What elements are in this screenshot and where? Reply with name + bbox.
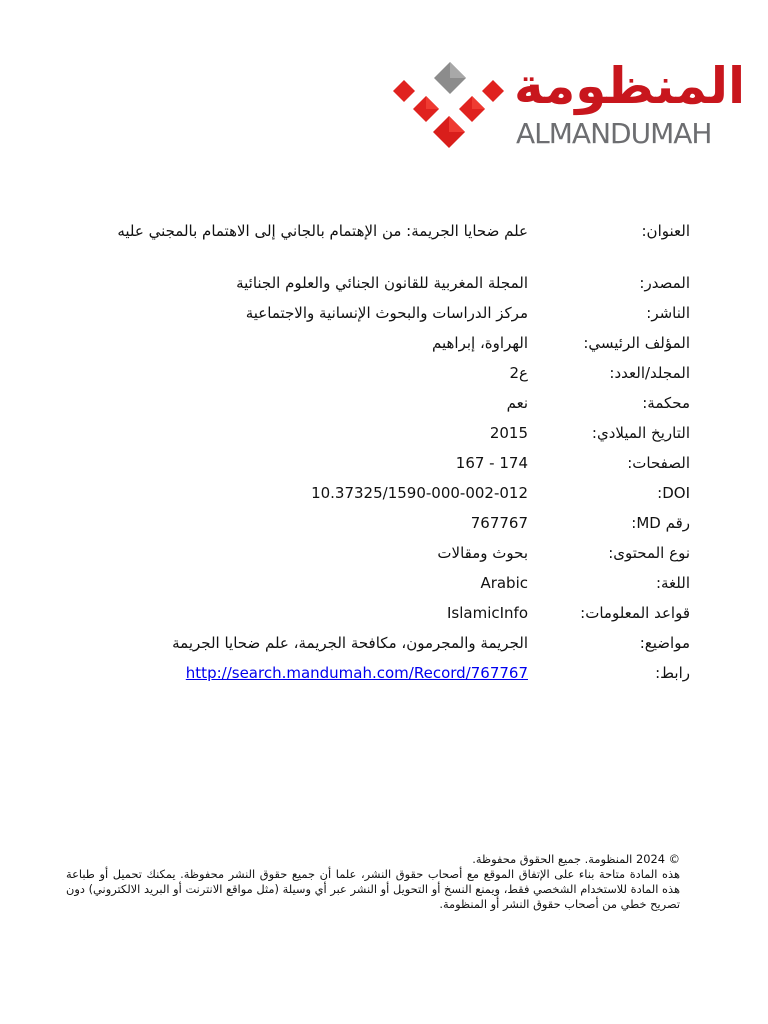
volume-issue-row [70,362,690,384]
source-label: المصدر: [639,274,690,292]
link-row [70,662,690,684]
author-row [70,332,690,354]
record-link[interactable]: http://search.mandumah.com/Record/767767 [185,664,528,682]
subjects-value: الجريمة والمجرمون، مكافحة الجريمة، علم ضحايا الجريمة [172,634,528,652]
md-row [70,512,690,534]
content-type-value: بحوث ومقالات [437,544,528,562]
volume-issue-value: ع2 [509,364,528,382]
logo-latin-wordmark: ALMANDUMAH [516,117,712,150]
pages-row [70,452,690,474]
source-value: المجلة المغربية للقانون الجنائي والعلوم الجنائية [236,274,528,292]
content-type-row [70,542,690,564]
publisher-row [70,302,690,324]
doi-value: 10.37325/1590-000-002-012 [311,484,528,502]
diamond-logo-icon [392,58,508,158]
link-value [70,662,528,684]
peer-reviewed-value: نعم [506,394,528,412]
subjects-row [70,632,690,654]
volume-issue-label: المجلد/العدد: [609,364,690,382]
author-value: الهراوة، إبراهيم [431,334,528,352]
peer-reviewed-row [70,392,690,414]
record-metadata [70,220,690,684]
title-value: علم ضحايا الجريمة: من الإهتمام بالجاني إلى الاهتمام بالمجني عليه [117,222,528,240]
copyright-footer [66,852,680,912]
md-label: رقم MD: [631,514,690,532]
doi-row [70,482,690,504]
peer-reviewed-label: محكمة: [642,394,690,412]
year-label: التاريخ الميلادي: [591,424,690,442]
title-label: العنوان: [641,222,690,240]
year-row [70,422,690,444]
link-label: رابط: [655,664,690,682]
title-row [70,220,690,264]
databases-row [70,602,690,624]
subjects-label: مواضيع: [639,634,690,652]
pages-value: 167 - 174 [455,454,528,472]
language-label: اللغة: [655,574,690,592]
pages-label: الصفحات: [627,454,690,472]
author-label: المؤلف الرئيسي: [583,334,690,352]
doi-label: DOI: [657,484,690,502]
content-type-label: نوع المحتوى: [608,544,690,562]
source-row [70,272,690,294]
databases-label: قواعد المعلومات: [580,604,690,622]
copyright-line: © 2024 المنظومة. جميع الحقوق محفوظة. [472,852,680,866]
md-value: 767767 [470,514,528,532]
almandumah-logo [392,57,746,158]
usage-notice: هذه المادة متاحة بناء على الإتفاق الموقع مع أصحاب حقوق النشر، علما أن جميع حقوق النشر محفوظة. يمكنك تحميل أو طباعة هذه المادة للاستخدام الشخصي فقط، ويمنع النسخ أو التحويل أو النشر عبر أي وسيلة (مثل مواقع الانترنت أو البريد الالكتروني) دون تصريح خطي من أصحاب حقوق النشر أو المنظومة. [66,867,680,911]
language-row [70,572,690,594]
publisher-value: مركز الدراسات والبحوث الإنسانية والاجتماعية [245,304,528,322]
publisher-label: الناشر: [646,304,690,322]
logo-arabic-wordmark: المنظومة [514,57,746,115]
year-value: 2015 [489,424,528,442]
databases-value: IslamicInfo [446,604,528,622]
language-value: Arabic [480,574,528,592]
